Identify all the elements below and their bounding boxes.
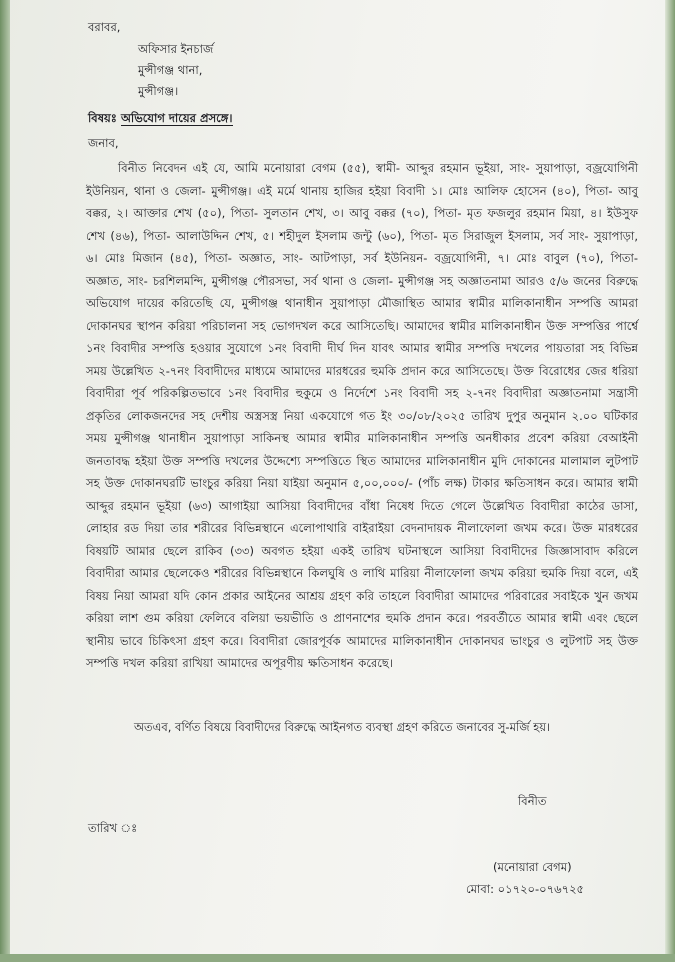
signer-name: (মনোয়ারা বেগম)	[493, 860, 572, 874]
subject-line	[88, 109, 233, 128]
salutation: জনাব,	[88, 136, 119, 150]
date-label: তারিখ ঃ	[88, 821, 138, 835]
recipient-city: মুন্সীগঞ্জ।	[138, 84, 179, 98]
recipient-to: বরাবর,	[88, 20, 121, 34]
closing-paragraph: অতএব, বর্ণিত বিষয়ে বিবাদীদের বিরুদ্ধে আইনগত ব্যবস্থা গ্রহণ করিতে জনাবের সু-মর্জি হয়।	[134, 720, 551, 734]
subject-label: বিষয়ঃ	[88, 111, 117, 125]
recipient-station: মুন্সীগঞ্জ থানা,	[138, 63, 203, 77]
sign-off: বিনীত	[518, 794, 547, 808]
signer-mobile: মোবা: ০১৭২০-০৭৬৭২৫	[466, 882, 585, 896]
subject-text: অভিযোগ দায়ের প্রসঙ্গে।	[120, 111, 233, 125]
bottom-edge-background	[0, 954, 675, 962]
right-edge-background	[665, 0, 675, 962]
left-edge-background	[0, 0, 10, 962]
recipient-officer: অফিসার ইনচার্জ	[138, 42, 214, 56]
letter-body: বিনীত নিবেদন এই যে, আমি মনোয়ারা বেগম (৫৫), স্বামী- আব্দুর রহমান ভূইয়া, সাং- সুয়াপাড়া, বজ্রযোগিনী ইউনিয়ন, থানা ও জেলা- মুন্সীগঞ্জ। এই মর্মে থানায় হাজির হইয়া বিবাদী ১। মোঃ আলিফ হোসেন (৪০), পিতা- আবু বক্কর, ২। আক্তার শেখ (৫০), পিতা- সুলতান শেখ, ৩। আবু বক্কর (৭০), পিতা- মৃত ফজলুর রহমান মিয়া, ৪। ইউসুফ শেখ (৪৬), পিতা- আলাউদ্দিন শেখ, ৫। শহীদুল ইসলাম জন্টু (৬০), পিতা- মৃত সিরাজুল ইসলাম, সর্ব সাং- সুয়াপাড়া, ৬। মোঃ মিজান (৪৫), পিতা- অজ্ঞাত, সাং- আটপাড়া, সর্ব ইউনিয়ন- বজ্রযোগিনী, ৭। মোঃ বাবুল (৭০), পিতা- অজ্ঞাত, সাং- চরশিলমন্দি, মুন্সীগঞ্জ পৌরসভা, সর্ব থানা ও জেলা- মুন্সীগঞ্জ সহ অজ্ঞাতনামা আরও ৫/৬ জনের বিরুদ্ধে অভিযোগ দায়ের করিতেছি যে, মুন্সীগঞ্জ থানাধীন সুয়াপাড়া মৌজাস্থিত আমার স্বামীর মালিকানাধীন সম্পত্তি আমরা দোকানঘর স্থাপন করিয়া পরিচালনা সহ ভোগদখল করে আসিতেছি। আমাদের স্বামীর মালিকানাধীন উক্ত সম্পত্তির পার্শ্বে ১নং বিবাদীর সম্পত্তি হওয়ার সুযোগে ১নং বিবাদী দীর্ঘ দিন যাবৎ আমার স্বামীর সম্পত্তি দখলের পায়তারা সহ বিভিন্ন সময় উল্লেখিত ২-৭নং বিবাদীদের মাধ্যমে আমাদের মারধরের হুমকি প্রদান করে আসিতেছে। উক্ত বিরোধের জের ধরিয়া বিবাদীরা পূর্ব পরিকল্পিতভাবে ১নং বিবাদীর হুকুমে ও নির্দেশে ১নং বিবাদী সহ ২-৭নং বিবাদীরা অজ্ঞাতনামা সন্ত্রাসী প্রকৃতির লোকজনদের সহ দেশীয় অস্ত্রসস্ত্র নিয়া একযোগে গত ইং ৩০/০৮/২০২৫ তারিখ দুপুর অনুমান ২.০০ ঘটিকার সময় মুন্সীগঞ্জ থানাধীন সুয়াপাড়া সাকিনস্থ আমার স্বামীর মালিকানাধীন সম্পত্তি অনধীকার প্রবেশ করিয়া বেআইনী জনতাবদ্ধ হইয়া উক্ত সম্পত্তি দখলের উদ্দেশ্যে সম্পত্তিতে স্থিত আমাদের মালিকানাধীন মুদি দোকানের মালামাল লুটপাট সহ উক্ত দোকানঘরটি ভাংচুর করিয়া নিয়া যাইয়া অনুমান ৫,০০,০০০/- (পাঁচ লক্ষ) টাকার ক্ষতিসাধন করে। আমার স্বামী আব্দুর রহমান ভূইয়া (৬৩) আগাইয়া আসিয়া বিবাদীদের বাঁধা নিষেধ দিতে গেলে উল্লেখিত বিবাদীরা কাঠের ডাসা, লোহার রড দিয়া তার শরীরের বিভিন্নস্থানে এলোপাথারি বাইরাইয়া বেদনাদায়ক নীলাফোলা জখম করে। উক্ত মারধরের বিষয়টি আমার ছেলে রাকিব (৩৩) অবগত হইয়া একই তারিখ ঘটনাস্থলে আসিয়া বিবাদীদের জিজ্ঞাসাবাদ করিলে বিবাদীরা আমার ছেলেকেও শরীরের বিভিন্নস্থানে কিলঘুষি ও লাথি মারিয়া নীলাফোলা জখম করিয়া হুমকি দিয়া বলে, এই বিষয় নিয়া আমরা যদি কোন প্রকার আইনের আশ্রয় গ্রহণ করি তাহলে বিবাদীরা আমাদের পরিবারের সবাইকে খুন জখম করিয়া লাশ গুম করিয়া ফেলিবে বলিয়া ভয়ভীতি ও প্রাণনাশের হুমকি প্রদান করে। পরবর্তীতে আমার স্বামী এবং ছেলে স্থানীয় ভাবে চিকিৎসা গ্রহণ করে। বিবাদীরা জোরপূর্বক আমাদের মালিকানাধীন দোকানঘর ভাংচুর ও লুটপাট সহ উক্ত সম্পত্তি দখল করিয়া রাখিয়া আমাদের অপূরণীয় ক্ষতিসাধন করেছে।	[86, 161, 638, 670]
